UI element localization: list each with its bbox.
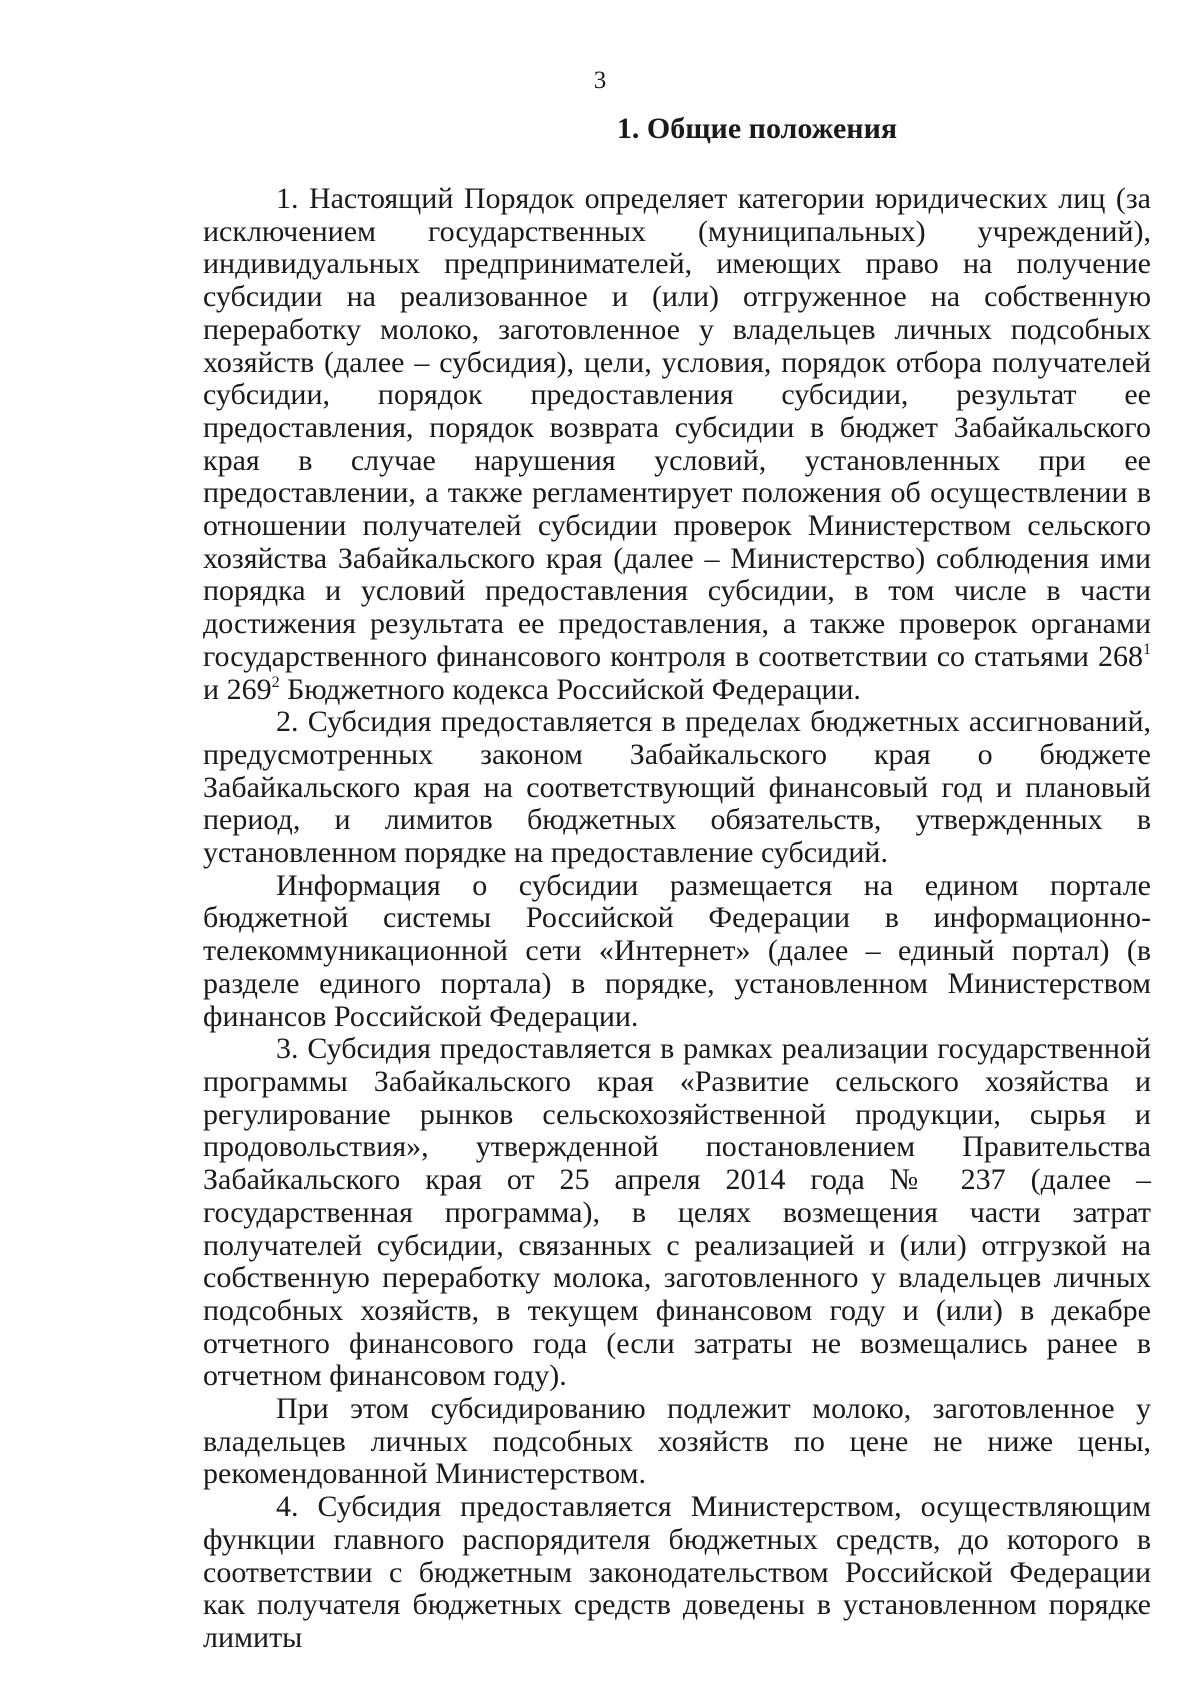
page-number: 3	[593, 67, 607, 94]
article-conjunction: и	[203, 672, 227, 706]
paragraph-2-info: Информация о субсидии размещается на едином портале бюджетной системы Российской Федерации в информационно-телекоммуникационной сети «Интернет» (далее – единый портал) (в разделе единого портала) в порядке, установленном Министерством финансов Российской Федерации.	[203, 868, 1151, 1033]
paragraph-3-note: При этом субсидированию подлежит молоко, заготовленное у владельцев личных подсобных хозяйств по цене не ниже цены, рекомендованной Министерством.	[203, 1392, 1151, 1491]
article-269-superscript: 2	[271, 673, 280, 691]
document-body	[203, 112, 1151, 1655]
paragraph-1	[203, 183, 1151, 706]
section-title: 1. Общие положения	[616, 112, 898, 145]
article-268-number: 268	[1098, 639, 1143, 673]
article-268-superscript: 1	[1143, 640, 1151, 658]
paragraph-2: 2. Субсидия предоставляется в пределах бюджетных ассигнований, предусмотренных законом Забайкальского края о бюджете Забайкальского края на соответствующий финансовый год и плановый период, и лимитов бюджетных обязательств, утвержденных в установленном порядке на предоставление субсидий.	[203, 705, 1151, 870]
article-269-number: 269	[226, 672, 272, 706]
paragraph-3: 3. Субсидия предоставляется в рамках реализации государственной программы Забайкальского края «Развитие сельского хозяйства и регулирование рынков сельскохозяйственной продукции, сырья и продовольствия», утвержденной постановлением Правительства Забайкальского края от 25 апреля 2014 года № 237 (далее – государственная программа), в целях возмещения части затрат получателей субсидии, связанных с реализацией и (или) отгрузкой на собственную переработку молока, заготовленного у владельцев личных подсобных хозяйств, в текущем финансовом году и (или) в декабре отчетного финансового года (если затраты не возмещались ранее в отчетном финансовом году).	[203, 1032, 1151, 1393]
paragraph-1-tail: Бюджетного кодекса Российской Федерации.	[279, 672, 861, 706]
paragraph-1-text: 1. Настоящий Порядок определяет категории юридических лиц (за исключением государственных (муниципальных) учреждений), индивидуальных предпринимателей, имеющих право на получение субсидии на реализованное и (или) отгруженное на собственную переработку молоко, заготовленное у владельцев личных подсобных хозяйств (далее – субсидия), цели, условия, порядок отбора получателей субсидии, порядок предоставления субсидии, результат ее предоставления, порядок возврата субсидии в бюджет Забайкальского края в случае нарушения условий, установленных при ее предоставлении, а также регламентирует положения об осуществлении в отношении получателей субсидии проверок Министерством сельского хозяйства Забайкальского края (далее – Министерство) соблюдения ими порядка и условий предоставления субсидии, в том числе в части достижения результата ее предоставления, а также проверок органами государственного финансового контроля в соответствии со статьями	[203, 182, 1151, 673]
paragraph-4: 4. Субсидия предоставляется Министерством, осуществляющим функции главного распорядителя бюджетных средств, до которого в соответствии с бюджетным законодательством Российской Федерации как получателя бюджетных средств доведены в установленном порядке лимиты	[203, 1490, 1151, 1654]
